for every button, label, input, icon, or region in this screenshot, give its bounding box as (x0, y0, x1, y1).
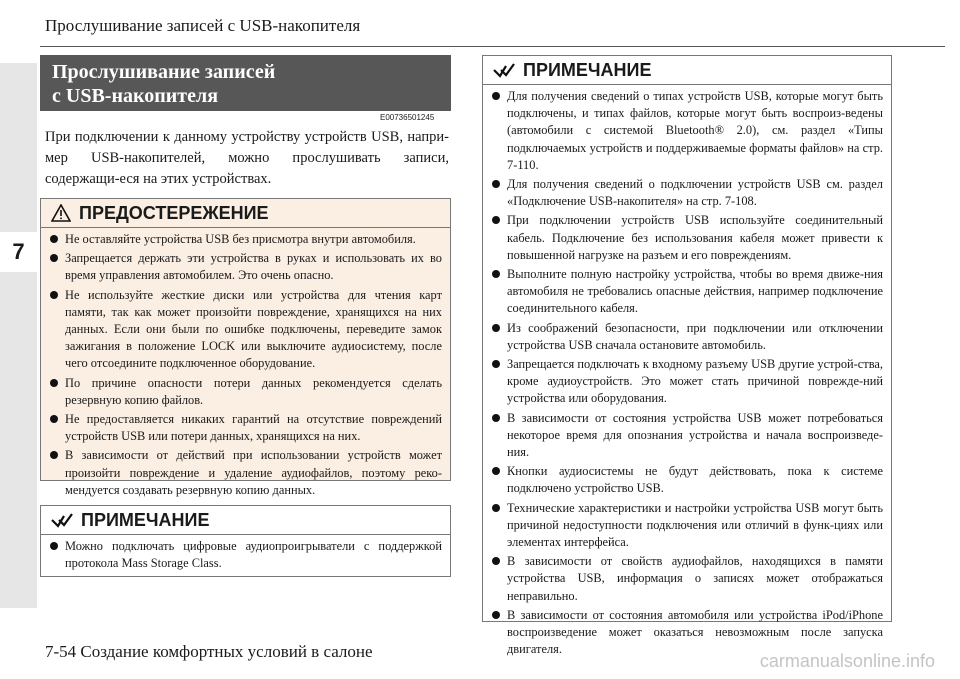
intro-paragraph: При подключении к данному устройству устройств USB, напри-мер USB-накопителей, можно прослушивать записи, содержащи-еся на этих устройствах. (45, 129, 449, 187)
note-item: В зависимости от состояния автомобиля или устройства iPod/iPhone воспроизведение может оказаться невозможным после запуска двигателя. (491, 607, 883, 659)
warning-triangle-icon (51, 204, 71, 222)
watermark: carmanualsonline.info (759, 651, 935, 671)
note-item: В зависимости от свойств аудиофайлов, находящихся в памяти устройства USB, информация о записях может отображаться неправильно. (491, 553, 883, 605)
checkmark-icon (493, 62, 515, 78)
warning-item: По причине опасности потери данных рекомендуется сделать резервную копию файлов. (49, 375, 442, 409)
note-header (483, 56, 891, 85)
note-item: Для получения сведений о типах устройств USB, которые могут быть подключены, и типах файлов, которые могут быть воспроиз-ведены (автомобили с системой Bluetooth® 2.0), см. раздел «Типы подключаемых устройств и поддерживаемые форматы файлов» на стр. 7-110. (491, 88, 883, 174)
note-header (41, 506, 450, 535)
note-item: Из соображений безопасности, при подключении или отключении устройства USB сначала остановите автомобиль. (491, 320, 883, 354)
warning-item: Не оставляйте устройства USB без присмотра внутри автомобиля. (49, 231, 442, 248)
note-item: В зависимости от состояния устройства USB может потребоваться некоторое время для опознания устройства и начала воспроизведе-ния. (491, 410, 883, 462)
note-item: Технические характеристики и настройки устройства USB могут быть причиной недоступности подключения или отличий в функ-циях или элементах интерфейса. (491, 500, 883, 552)
header-rule (40, 46, 945, 47)
page-footer: 7-54 Создание комфортных условий в салоне (45, 642, 373, 661)
chapter-tab: 7 (0, 232, 37, 272)
warning-item: Не предоставляется никаких гарантий на отсутствие повреждений устройств USB или потери данных, хранящихся на них. (49, 411, 442, 445)
note-title: ПРИМЕЧАНИЕ (81, 509, 210, 530)
checkmark-icon (51, 512, 73, 528)
note-item: Для получения сведений о подключении устройств USB см. раздел «Подключение USB-накопителя» на стр. 7-108. (491, 176, 883, 210)
note-item: Выполните полную настройку устройства, чтобы во время движе-ния автомобиля не требовались опасные действия, например подключение соединительного кабеля. (491, 266, 883, 318)
section-code: E00736501245 (380, 113, 435, 122)
warning-item: Запрещается держать эти устройства в руках и использовать их во время управления автомобилем. Это очень опасно. (49, 250, 442, 284)
section-title-line2: с USB-накопителя (52, 85, 219, 107)
warning-title: ПРЕДОСТЕРЕЖЕНИЕ (79, 202, 269, 223)
note-box-small (40, 505, 451, 577)
note-box-large (482, 55, 892, 657)
note-item: Можно подключать цифровые аудиопроигрыватели с поддержкой протокола Mass Storage Class. (49, 538, 442, 572)
note-item: Кнопки аудиосистемы не будут действовать, пока к системе подключено устройство USB. (491, 463, 883, 497)
chapter-sidebar (0, 63, 37, 608)
note-item: Запрещается подключать к входному разъему USB другие устрой-ства, кроме аудиоустройств. Это может стать причиной поврежде-ний устройства или оборудования. (491, 356, 883, 408)
warning-item: Не используйте жесткие диски или устройства для чтения карт памяти, так как может произойти повреждение, хранящихся на них данных. Если они были по ошибке подключены, переведите замок зажигания в положение LOCK или выключите аудиосистему, после чего отсоедините подключенное оборудование. (49, 287, 442, 373)
section-title-line1: Прослушивание записей (52, 61, 276, 83)
warning-list (41, 228, 450, 499)
note-list (41, 535, 450, 572)
warning-box (40, 198, 451, 497)
warning-header (41, 199, 450, 228)
running-header: Прослушивание записей с USB-накопителя (45, 16, 361, 35)
section-title (40, 55, 451, 111)
note-list (483, 85, 891, 659)
note-item: При подключении устройств USB используйте соединительный кабель. Подключение без использования кабеля может привести к повышенной нагрузке на разъем и его повреждениям. (491, 212, 883, 264)
warning-item: В зависимости от действий при использовании устройств может произойти повреждение и удаление аудиофайлов, поэтому реко-мендуется создавать резервную копию данных. (49, 447, 442, 499)
note-title: ПРИМЕЧАНИЕ (523, 59, 652, 80)
